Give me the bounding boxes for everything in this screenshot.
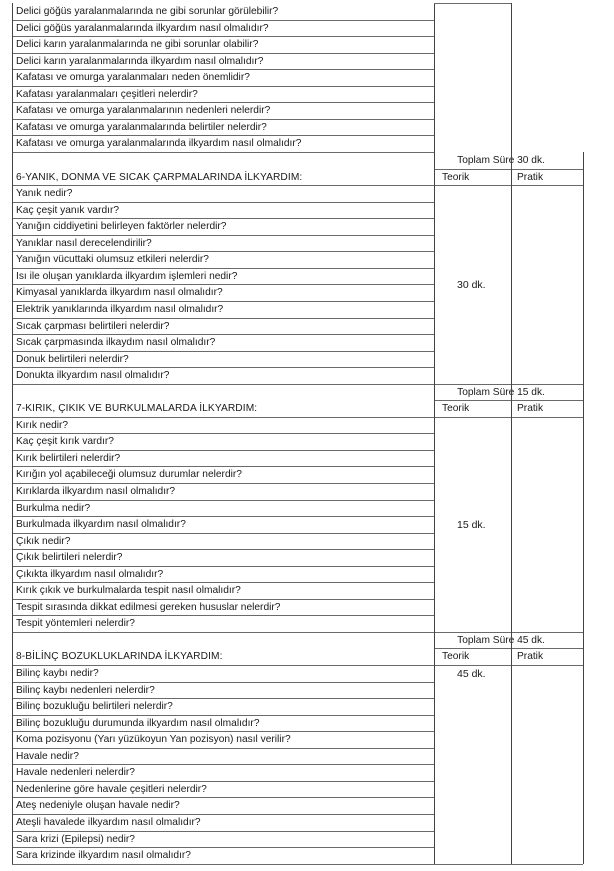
row-divider: [12, 351, 434, 352]
row-divider: [434, 384, 583, 385]
question-text: Elektrik yanıklarında ilkyardım nasıl olmalıdır?: [16, 303, 224, 315]
row-divider: [12, 615, 434, 616]
practice-column-label: Pratik: [517, 403, 544, 415]
row-divider: [12, 731, 434, 732]
question-text: Sara krizinde ilkyardım nasıl olmalıdır?: [16, 850, 191, 861]
section-heading: 7-KIRIK, ÇIKIK VE BURKULMALARDA İLKYARDIM:: [16, 403, 258, 415]
question-text: Sıcak çarpmasında ilkaydım nasıl olmalıdır?: [16, 337, 216, 348]
row-divider: [12, 814, 434, 815]
row-divider: [12, 202, 434, 203]
theory-column-label: Teorik: [442, 651, 470, 663]
row-divider: [12, 268, 434, 269]
question-text: Kaç çeşit yanık vardır?: [16, 204, 120, 216]
row-divider: [12, 284, 434, 285]
row-divider: [12, 582, 434, 583]
row-divider: [12, 318, 434, 319]
question-text: Donuk belirtileri nelerdir?: [16, 353, 129, 365]
right-border: [583, 152, 584, 864]
row-divider: [12, 102, 434, 103]
question-text: Kırık belirtileri nelerdir?: [16, 452, 121, 464]
row-divider: [12, 797, 434, 798]
question-text: Kafatası yaralanmaları çeşitleri nelerdir?: [16, 88, 198, 100]
question-text: Isı ile oluşan yanıklarda ilkyardım işlemleri nedir?: [16, 270, 238, 282]
theory-duration: 30 dk.: [457, 279, 486, 292]
row-divider: [12, 235, 434, 236]
row-divider: [434, 648, 583, 649]
left-border: [12, 3, 13, 864]
row-divider: [12, 152, 434, 153]
question-text: Delici göğüs yaralanmalarında ilkyardım nasıl olmalıdır?: [16, 22, 269, 34]
row-divider: [12, 599, 434, 600]
question-text: Kafatası ve omurga yaralanmalarında ilkyardım nasıl olmalıdır?: [16, 138, 302, 150]
practice-column-border: [511, 3, 512, 864]
row-divider: [12, 715, 434, 716]
section-heading: 6-YANIK, DONMA VE SICAK ÇARPMALARINDA İLKYARDIM:: [16, 171, 303, 183]
row-divider: [12, 682, 434, 683]
row-divider: [12, 69, 434, 70]
row-divider: [434, 632, 583, 633]
question-text: Kırığın yol açabileceği olumsuz durumlar nelerdir?: [16, 469, 242, 481]
question-text: Ateş nedeniyle oluşan havale nedir?: [16, 800, 180, 812]
question-text: Sıcak çarpması belirtileri nelerdir?: [16, 320, 170, 332]
theory-duration: 15 dk.: [457, 519, 486, 532]
practice-column-label: Pratik: [517, 651, 544, 663]
section-heading: 8-BİLİNÇ BOZUKLUKLARINDA İLKYARDIM:: [16, 651, 223, 663]
row-divider: [12, 500, 434, 501]
row-divider: [434, 169, 583, 170]
row-divider: [12, 748, 434, 749]
row-divider: [12, 53, 434, 54]
question-text: Sara krizi (Epilepsi) nedir?: [16, 833, 135, 845]
theory-column-border: [434, 3, 435, 864]
row-divider: [12, 185, 583, 186]
question-text: Yanığın ciddiyetini belirleyen faktörler nelerdir?: [16, 221, 227, 233]
row-divider: [12, 665, 583, 666]
question-text: Kafatası ve omurga yaralanmalarının nedenleri nelerdir?: [16, 105, 271, 117]
row-divider: [12, 533, 434, 534]
row-divider: [12, 566, 434, 567]
question-text: Delici karın yaralanmalarında ne gibi sorunlar olabilir?: [16, 39, 259, 51]
question-text: Donukta ilkyardım nasıl olmalıdır?: [16, 370, 170, 382]
question-text: Bilinç kaybı nedenleri nelerdir?: [16, 684, 155, 696]
total-duration: Toplam Süre 45 dk.: [457, 634, 545, 646]
question-text: Tespit sırasında dikkat edilmesi gereken hususlar nelerdir?: [16, 601, 281, 613]
row-divider: [12, 433, 434, 434]
row-divider: [12, 384, 434, 385]
row-divider: [12, 135, 434, 136]
total-duration: Toplam Süre 15 dk.: [457, 386, 545, 398]
theory-duration: 45 dk.: [457, 668, 486, 680]
row-divider: [12, 847, 434, 848]
row-divider: [12, 218, 434, 219]
question-text: Kırık çıkık ve burkulmalarda tespit nasıl olmalıdır?: [16, 585, 241, 597]
practice-column-label: Pratik: [517, 171, 544, 183]
row-divider: [12, 417, 583, 418]
question-text: Çıkıkta ilkyardım nasıl olmalıdır?: [16, 568, 164, 580]
row-divider: [434, 3, 511, 4]
question-text: Kırıklarda ilkyardım nasıl olmalıdır?: [16, 486, 176, 497]
question-text: Havale nedir?: [16, 750, 79, 762]
question-text: Bilinç bozukluğu belirtileri nelerdir?: [16, 701, 173, 713]
question-text: Bilinç kaybı nedir?: [16, 668, 99, 679]
row-divider: [12, 781, 434, 782]
row-divider: [12, 301, 434, 302]
question-text: Ateşli havalede ilkyardım nasıl olmalıdır?: [16, 816, 201, 828]
question-text: Kaç çeşit kırık vardır?: [16, 436, 114, 448]
question-text: Burkulmada ilkyardım nasıl olmalıdır?: [16, 519, 186, 531]
question-text: Tespit yöntemleri nelerdir?: [16, 618, 135, 630]
question-text: Kırık nedir?: [16, 419, 69, 431]
question-text: Nedenlerine göre havale çeşitleri nelerdir?: [16, 783, 207, 795]
question-text: Kafatası ve omurga yaralanmalarında belirtiler nelerdir?: [16, 121, 267, 133]
total-duration: Toplam Süre 30 dk.: [457, 155, 545, 166]
question-text: Bilinç bozukluğu durumunda ilkyardım nasıl olmalıdır?: [16, 717, 260, 729]
row-divider: [12, 36, 434, 37]
row-divider: [12, 831, 434, 832]
row-divider: [12, 450, 434, 451]
row-divider: [12, 251, 434, 252]
question-text: Yanığın vücuttaki olumsuz etkileri nelerdir?: [16, 254, 209, 266]
row-divider: [12, 698, 434, 699]
row-divider: [12, 632, 434, 633]
question-text: Delici karın yaralanmalarında ilkyardım nasıl olmalıdır?: [16, 55, 264, 67]
row-divider: [434, 400, 583, 401]
row-divider: [434, 864, 583, 865]
question-text: Koma pozisyonu (Yarı yüzükoyun Yan pozisyon) nasıl verilir?: [16, 734, 291, 746]
row-divider: [12, 119, 434, 120]
question-text: Delici göğüs yaralanmalarında ne gibi sorunlar görülebilir?: [16, 6, 279, 17]
row-divider: [12, 549, 434, 550]
row-divider: [12, 466, 434, 467]
row-divider: [12, 367, 434, 368]
row-divider: [12, 334, 434, 335]
row-divider: [12, 764, 434, 765]
question-text: Kimyasal yanıklarda ilkyardım nasıl olmalıdır?: [16, 287, 223, 299]
row-divider: [12, 516, 434, 517]
question-text: Kafatası ve omurga yaralanmaları neden önemlidir?: [16, 72, 250, 84]
row-divider: [12, 20, 434, 21]
question-text: Çıkık nedir?: [16, 535, 71, 547]
row-divider: [12, 86, 434, 87]
row-divider: [12, 483, 434, 484]
theory-column-label: Teorik: [442, 403, 470, 415]
question-text: Çıkık belirtileri nelerdir?: [16, 552, 123, 564]
theory-column-label: Teorik: [442, 171, 470, 183]
question-text: Yanıklar nasıl derecelendirilir?: [16, 237, 152, 249]
row-divider: [12, 864, 434, 865]
question-text: Havale nedenleri nelerdir?: [16, 767, 135, 779]
question-text: Burkulma nedir?: [16, 502, 91, 514]
question-text: Yanık nedir?: [16, 188, 73, 200]
